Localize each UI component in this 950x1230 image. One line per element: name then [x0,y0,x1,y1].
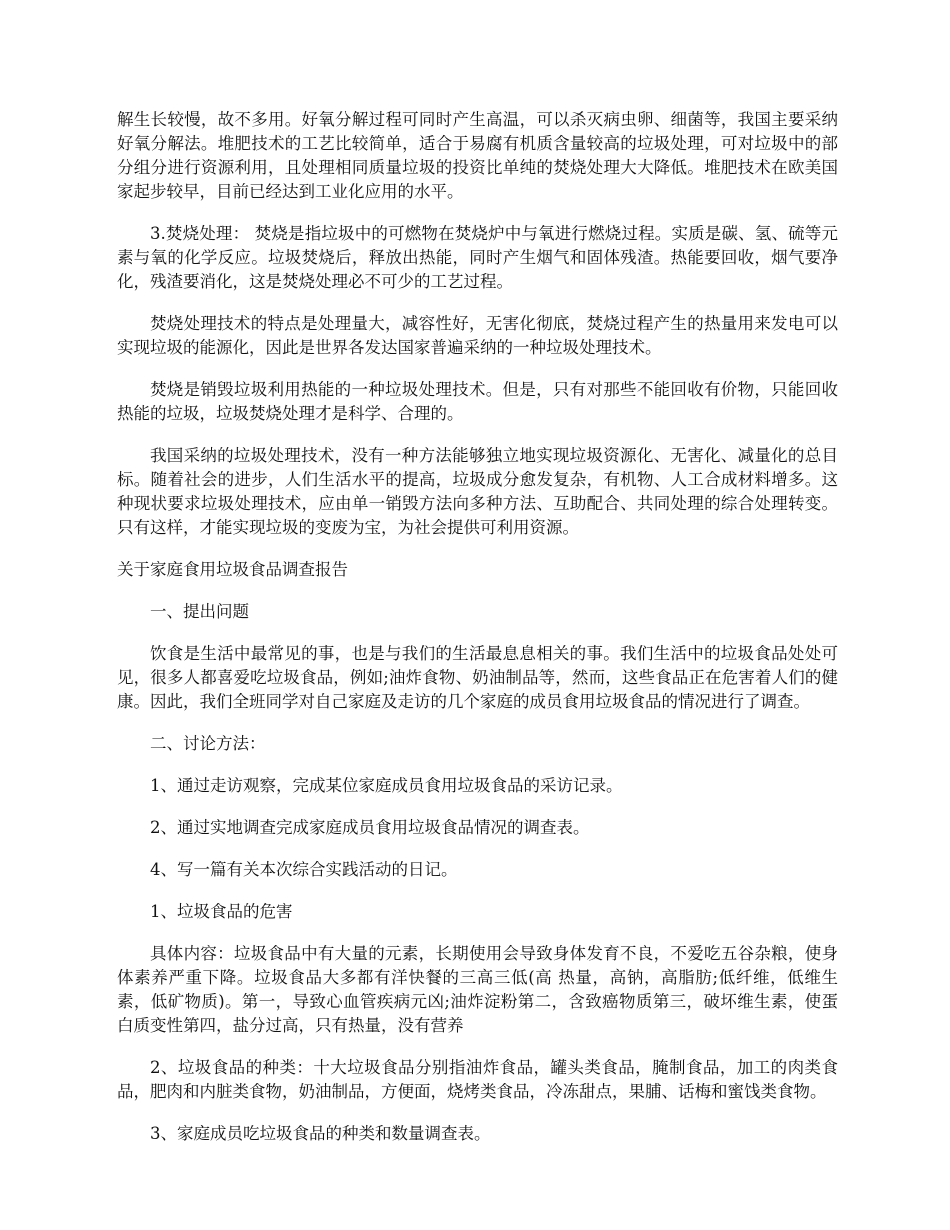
paragraph-treatment-outlook: 我国采纳的垃圾处理技术，没有一种方法能够独立地实现垃圾资源化、无害化、减量化的总目标。随着社会的进步，人们生活水平的提高，垃圾成分愈发复杂，有机物、人工合成材料增多。这种现状要求垃圾处理技术，应由单一销毁方法向多种方法、互助配合、共同处理的综合处理转变。只有这样，才能实现垃圾的变废为宝，为社会提供可利用资源。 [117,446,838,537]
subheading-hazards: 1、垃圾食品的危害 [150,902,293,921]
paragraph-food-types: 2、垃圾食品的种类：十大垃圾食品分别指油炸食品，罐头类食品，腌制食品，加工的肉类食品，肥肉和内脏类食物，奶油制品，方便面，烧烤类食品，冷冻甜点，果脯、话梅和蜜饯类食物。 [117,1058,838,1101]
section-heading-methods: 二、讨论方法： [150,734,266,753]
paragraph-problem: 饮食是生活中最常见的事，也是与我们的生活最息息相关的事。我们生活中的垃圾食品处处可见，很多人都喜爱吃垃圾食品，例如;油炸食物、奶油制品等，然而，这些食品正在危害着人们的健康。因此，我们全班同学对自己家庭及走访的几个家庭的成员食用垃圾食品的情况进行了调查。 [117,644,838,711]
paragraph-incineration-features: 焚烧处理技术的特点是处理量大，减容性好，无害化彻底，焚烧过程产生的热量用来发电可以实现垃圾的能源化，因此是世界各发达国家普遍采纳的一种垃圾处理技术。 [117,314,838,357]
list-item-method-2: 2、通过实地调查完成家庭成员食用垃圾食品情况的调查表。 [150,818,590,837]
paragraph-survey-table: 3、家庭成员吃垃圾食品的种类和数量调查表。 [150,1124,491,1143]
paragraph-hazards: 具体内容：垃圾食品中有大量的元素，长期使用会导致身体发育不良，不爱吃五谷杂粮，使身体素养严重下降。垃圾食品大多都有洋快餐的三高三低(高 热量，高钠，高脂肪;低纤维，低维生素，低矿物质)。第一，导致心血管疾病元凶;油炸淀粉第二，含致癌物质第三，破坏维生素，使蛋白质变性第四，盐分过高，只有热量，没有营养 [117,944,838,1035]
list-item-method-4: 4、写一篇有关本次综合实践活动的日记。 [150,860,458,879]
paragraph-incineration-scope: 焚烧是销毁垃圾利用热能的一种垃圾处理技术。但是，只有对那些不能回收有价物，只能回收热能的垃圾，垃圾焚烧处理才是科学、合理的。 [117,380,838,423]
report-title: 关于家庭食用垃圾食品调查报告 [117,560,348,579]
paragraph-incineration-definition: 3.焚烧处理： 焚烧是指垃圾中的可燃物在焚烧炉中与氧进行燃烧过程。实质是碳、氢、硫等元素与氧的化学反应。垃圾焚烧后，释放出热能，同时产生烟气和固体残渣。热能要回收，烟气要净化，残渣要消化，这是焚烧处理必不可少的工艺过程。 [117,224,838,291]
list-item-method-1: 1、通过走访观察，完成某位家庭成员食用垃圾食品的采访记录。 [150,776,623,795]
section-heading-problem: 一、提出问题 [150,602,249,621]
paragraph-composting-summary: 解生长较慢，故不多用。好氧分解过程可同时产生高温，可以杀灭病虫卵、细菌等，我国主要采纳好氧分解法。堆肥技术的工艺比较简单，适合于易腐有机质含量较高的垃圾处理，可对垃圾中的部分组分进行资源利用，且处理相同质量垃圾的投资比单纯的焚烧处理大大降低。堆肥技术在欧美国家起步较早，目前已经达到工业化应用的水平。 [117,110,838,201]
